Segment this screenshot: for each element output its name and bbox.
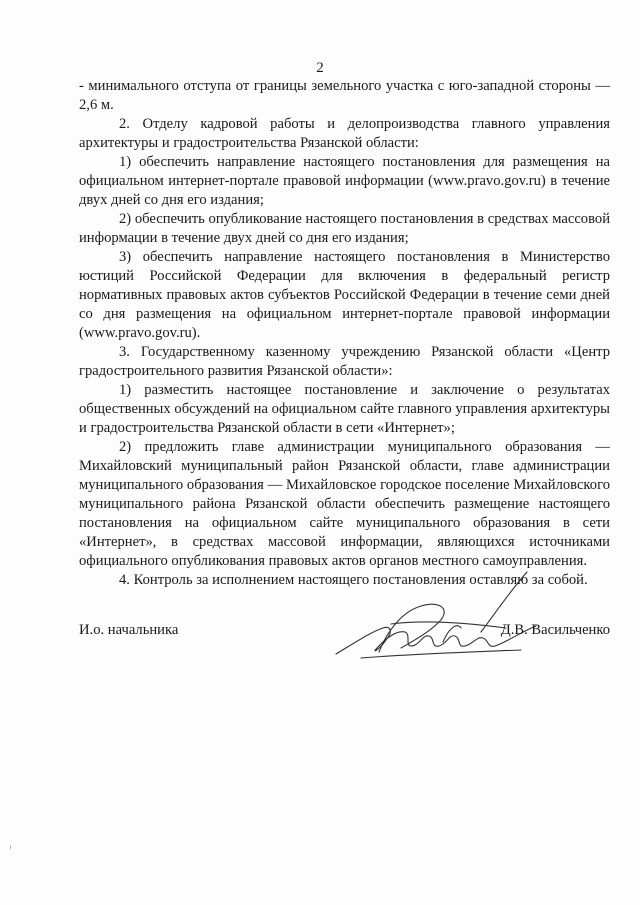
paragraph: 2. Отделу кадровой работы и делопроизводства главного управления архитектуры и градостроительства Рязанской области: [79, 116, 610, 151]
paragraph: 3) обеспечить направление настоящего постановления в Министерство юстиций Российской Федерации для включения в федеральный регистр нормативных правовых актов субъектов Российской Федерации в течение семи дней со дня размещения на официальном интернет-портале правовой информации (www.pravo.gov.ru). [79, 249, 610, 341]
signatory-name: Д.В. Васильченко [500, 622, 610, 638]
paragraph: 2) предложить главе администрации муниципального образования — Михайловский муниципальный район Рязанской области, главе администрации муниципального образования — Михайловское городское поселение Михайловского муниципального района Рязанской области обеспечить размещение настоящего постановления на официальном сайте муниципального образования в сети «Интернет», в средствах массовой информации, являющихся источниками официального опубликования правовых актов органов местного самоуправления. [79, 439, 610, 569]
scan-artifact [10, 845, 11, 849]
paragraph: 2) обеспечить опубликование настоящего постановления в средствах массовой информации в течение двух дней со дня его издания; [79, 211, 610, 246]
handwritten-signature [331, 562, 546, 672]
document-body [79, 77, 610, 590]
page-number: 2 [316, 60, 324, 76]
paragraph: 1) обеспечить направление настоящего постановления для размещения на официальном интернет-портале правовой информации (www.pravo.gov.ru) в течение двух дней со дня его издания; [79, 154, 610, 208]
paragraph: - минимального отступа от границы земельного участка с юго-западной стороны — 2,6 м. [79, 78, 610, 113]
signature-block [79, 620, 610, 660]
paragraph: 1) разместить настоящее постановление и заключение о результатах общественных обсуждений на официальном сайте главного управления архитектуры и градостроительства Рязанской области в сети «Интернет»; [79, 382, 610, 436]
paragraph: 4. Контроль за исполнением настоящего постановления оставляю за собой. [119, 572, 588, 588]
signatory-title: И.о. начальника [79, 622, 179, 638]
paragraph: 3. Государственному казенному учреждению Рязанской области «Центр градостроительного развития Рязанской области»: [79, 344, 610, 379]
